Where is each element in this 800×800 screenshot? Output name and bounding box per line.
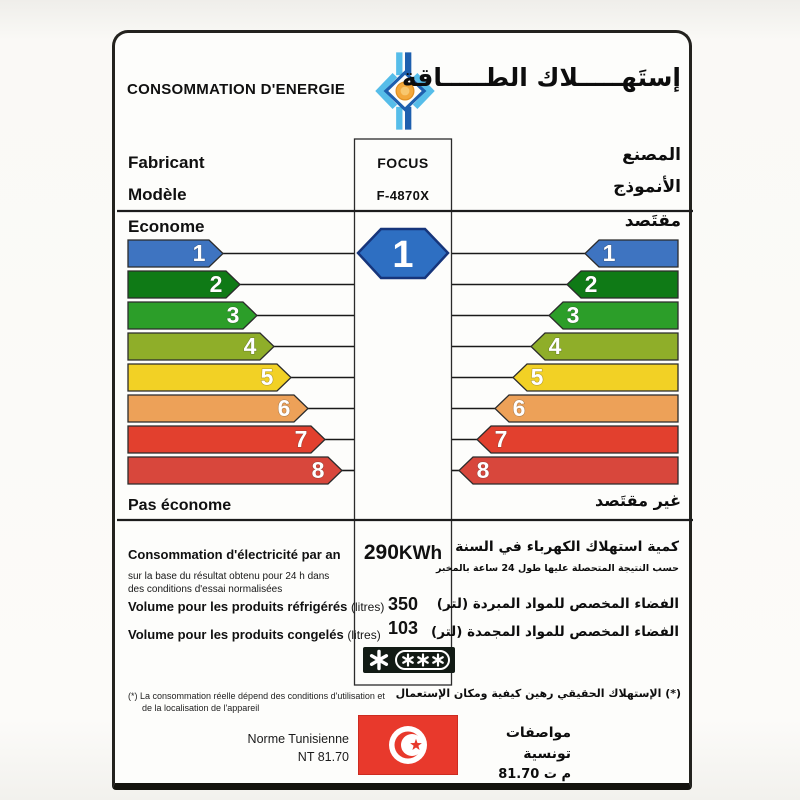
footnote-ar: (*) الإستهلاك الحقيقي رهين كيفية ومكان الإستعمال — [395, 687, 681, 700]
manufacturer-label-ar: المصنع — [622, 145, 681, 165]
frozen-label-ar: الفضاء المخصص للمواد المجمدة (لتر) — [431, 624, 679, 640]
refrigerated-value: 350 — [387, 594, 419, 614]
model-value: F-4870X — [376, 188, 430, 203]
consumption-note-fr — [128, 570, 329, 596]
model-label-fr: Modèle — [128, 185, 187, 204]
grade-8-bar-right — [459, 457, 678, 484]
grade-5-number-right: 5 — [530, 364, 544, 390]
consumption-value — [354, 541, 452, 565]
selected-grade-number: 1 — [392, 234, 414, 276]
grade-5-number-left: 5 — [260, 364, 274, 390]
grade-8-number-left: 8 — [311, 457, 325, 483]
grade-1-bar-right — [585, 240, 678, 267]
grade-1-number-left: 1 — [192, 240, 206, 266]
star-rating-badge — [363, 647, 455, 673]
standard-fr-line2: NT 81.70 — [297, 750, 349, 765]
frozen-label-fr-text: Volume pour les produits congelés — [128, 627, 344, 642]
arabic-title: إستَهـــــلاك الطـــــاقة — [401, 63, 681, 92]
grade-7-number-right: 7 — [494, 426, 508, 452]
left-scale — [128, 240, 354, 484]
right-scale — [452, 240, 678, 484]
grade-7-number-left: 7 — [294, 426, 308, 452]
consumption-value-number: 290 — [363, 541, 399, 564]
standard-fr — [227, 730, 349, 766]
label-linework — [115, 33, 695, 793]
grade-1-number-right: 1 — [602, 240, 616, 266]
not-economical-label-ar: غير مقتَصد — [595, 491, 681, 510]
economical-label-ar: مقتَصد — [624, 211, 681, 231]
grade-8-number-right: 8 — [476, 457, 490, 483]
footnote-fr-line1: (*) La consommation réelle dépend des conditions d'utilisation et — [128, 691, 385, 701]
consumption-label-ar: كمية استهلاك الكهرباء في السنة — [455, 539, 679, 555]
consumption-value-unit: KWh — [398, 543, 443, 564]
selected-grade-arrow — [358, 229, 448, 278]
economical-label-fr: Econome — [128, 217, 205, 236]
manufacturer-label-fr: Fabricant — [128, 153, 205, 172]
tunisia-flag-icon — [358, 715, 458, 775]
grade-4-number-right: 4 — [548, 333, 562, 359]
grade-4-number-left: 4 — [243, 333, 257, 359]
standard-ar — [471, 723, 571, 785]
grade-2-number-right: 2 — [584, 271, 598, 297]
standard-ar-line2: م ت 81.70 — [498, 767, 571, 782]
standard-ar-line1: مواصفات تونسية — [505, 725, 571, 762]
frozen-value: 103 — [387, 618, 419, 638]
footnote-fr — [128, 690, 385, 714]
refrigerated-label-ar: الفضاء المخصص للمواد المبردة (لتر) — [436, 596, 679, 612]
manufacturer-value: FOCUS — [377, 155, 429, 171]
standard-fr-line1: Norme Tunisienne — [247, 732, 349, 746]
consumption-note-ar: حسب النتيجة المتحصلة عليها طول 24 ساعة بالمخبر — [435, 563, 679, 574]
grade-6-number-left: 6 — [277, 395, 291, 421]
grade-2-bar-left — [128, 271, 240, 298]
grade-1-bar-left — [128, 240, 223, 267]
refrigerated-label-fr — [128, 599, 384, 614]
frozen-unit-fr: (litres) — [347, 628, 381, 642]
energy-consumption-label — [112, 30, 692, 790]
consumption-label-fr: Consommation d'électricité par an — [128, 547, 341, 562]
model-label-ar: الأنموذج — [613, 177, 681, 197]
grade-6-number-right: 6 — [512, 395, 526, 421]
refrigerated-label-fr-text: Volume pour les produits réfrigérés — [128, 599, 348, 614]
grade-8-bar-left — [128, 457, 342, 484]
consumption-note-fr-line2: des conditions d'essai normalisées — [128, 584, 283, 595]
refrigerated-unit-fr: (litres) — [351, 600, 385, 614]
footnote-fr-line2: de la localisation de l'appareil — [142, 703, 260, 714]
grade-2-number-left: 2 — [209, 271, 223, 297]
frozen-label-fr — [128, 627, 381, 642]
grade-3-number-left: 3 — [226, 302, 240, 328]
consumption-note-fr-line1: sur la base du résultat obtenu pour 24 h dans — [128, 571, 330, 582]
french-title: CONSOMMATION D'ENERGIE — [127, 81, 346, 98]
grade-3-number-right: 3 — [566, 302, 580, 328]
not-economical-label-fr: Pas économe — [128, 497, 232, 514]
